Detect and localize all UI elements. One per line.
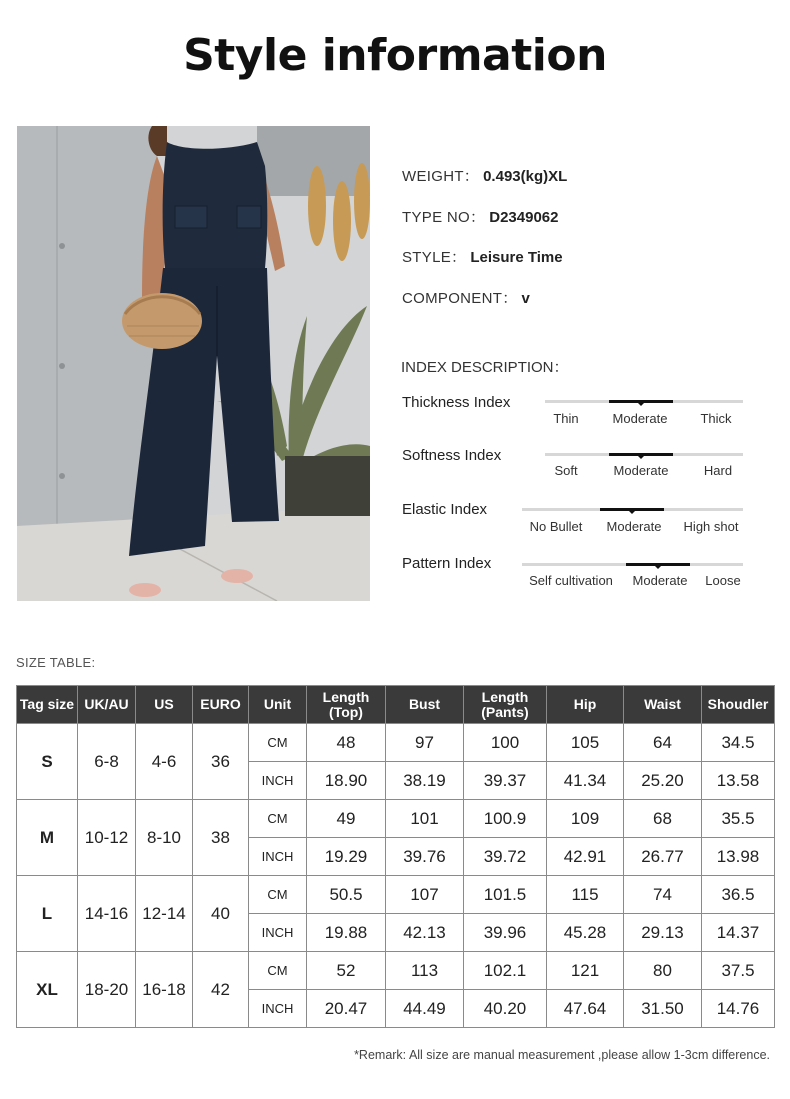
table-row [17, 800, 775, 838]
elastic-option-high-shot: High shot [683, 519, 739, 534]
col-header-uk-au: UK/AU [78, 686, 136, 724]
pattern-index-label: Pattern Index [402, 555, 492, 572]
euro-cell: 42 [193, 952, 249, 1028]
bust-cell: 113 [386, 952, 464, 990]
col-header-tag-size: Tag size [17, 686, 78, 724]
col-header-us: US [136, 686, 193, 724]
uk-au-cell: 14-16 [78, 876, 136, 952]
waist-cell: 31.50 [624, 990, 702, 1028]
euro-cell: 38 [193, 800, 249, 876]
pattern-option-self-cultivation: Self cultivation [529, 573, 613, 588]
hip-cell: 47.64 [547, 990, 624, 1028]
uk-au-cell: 10-12 [78, 800, 136, 876]
product-photo [17, 126, 370, 601]
size-tag-cell: XL [17, 952, 78, 1028]
weight-label: WEIGHT： [402, 168, 480, 185]
thickness-option-moderate: Moderate [612, 411, 668, 426]
shoulder-cell: 14.37 [702, 914, 775, 952]
col-header-euro: EURO [193, 686, 249, 724]
size-table-heading: SIZE TABLE: [16, 655, 96, 670]
len-pants-cell: 39.72 [464, 838, 547, 876]
bust-cell: 44.49 [386, 990, 464, 1028]
hip-cell: 45.28 [547, 914, 624, 952]
unit-cell: CM [249, 724, 307, 762]
hip-cell: 41.34 [547, 762, 624, 800]
len-pants-cell: 100.9 [464, 800, 547, 838]
waist-cell: 25.20 [624, 762, 702, 800]
unit-cell: INCH [249, 990, 307, 1028]
pattern-index-scale [522, 563, 743, 566]
softness-option-moderate: Moderate [613, 463, 669, 478]
style-label: STYLE： [402, 249, 467, 266]
type-row [402, 206, 558, 227]
elastic-index-label: Elastic Index [402, 501, 488, 518]
bust-cell: 39.76 [386, 838, 464, 876]
bust-cell: 42.13 [386, 914, 464, 952]
len-pants-cell: 100 [464, 724, 547, 762]
shoulder-cell: 13.58 [702, 762, 775, 800]
component-label: COMPONENT： [402, 290, 518, 307]
remark-note: *Remark: All size are manual measurement ,please allow 1-3cm difference. [354, 1048, 770, 1062]
col-header-waist: Waist [624, 686, 702, 724]
table-header-row [17, 686, 775, 724]
shoulder-cell: 13.98 [702, 838, 775, 876]
len-pants-cell: 101.5 [464, 876, 547, 914]
weight-value: 0.493(kg)XL [483, 168, 568, 185]
size-tag-cell: S [17, 724, 78, 800]
len-pants-cell: 39.96 [464, 914, 547, 952]
softness-index-label: Softness Index [402, 447, 502, 464]
col-header-bust: Bust [386, 686, 464, 724]
len-top-cell: 19.29 [307, 838, 386, 876]
bust-cell: 107 [386, 876, 464, 914]
us-cell: 4-6 [136, 724, 193, 800]
scale-pointer-icon [629, 511, 635, 514]
softness-option-hard: Hard [703, 463, 733, 478]
type-value: D2349062 [489, 209, 559, 226]
waist-cell: 64 [624, 724, 702, 762]
table-row [17, 952, 775, 990]
table-row [17, 724, 775, 762]
elastic-index-scale [522, 508, 743, 511]
thickness-option-thick: Thick [700, 411, 732, 426]
weight-row [402, 165, 567, 186]
index-description-heading: INDEX DESCRIPTION： [401, 359, 569, 376]
shoulder-cell: 14.76 [702, 990, 775, 1028]
len-pants-cell: 102.1 [464, 952, 547, 990]
thickness-index-label: Thickness Index [402, 394, 511, 411]
len-pants-cell: 39.37 [464, 762, 547, 800]
bust-cell: 97 [386, 724, 464, 762]
softness-index-scale [545, 453, 743, 456]
style-value: Leisure Time [470, 249, 563, 266]
hip-cell: 109 [547, 800, 624, 838]
col-header-shoulder: Shoudler [702, 686, 775, 724]
shoulder-cell: 35.5 [702, 800, 775, 838]
len-top-cell: 20.47 [307, 990, 386, 1028]
us-cell: 12-14 [136, 876, 193, 952]
col-header-unit: Unit [249, 686, 307, 724]
bust-cell: 101 [386, 800, 464, 838]
waist-cell: 80 [624, 952, 702, 990]
us-cell: 16-18 [136, 952, 193, 1028]
elastic-option-moderate: Moderate [606, 519, 662, 534]
hip-cell: 121 [547, 952, 624, 990]
hip-cell: 105 [547, 724, 624, 762]
unit-cell: INCH [249, 762, 307, 800]
component-row [402, 287, 530, 308]
len-top-cell: 50.5 [307, 876, 386, 914]
unit-cell: INCH [249, 914, 307, 952]
len-top-cell: 49 [307, 800, 386, 838]
us-cell: 8-10 [136, 800, 193, 876]
len-top-cell: 48 [307, 724, 386, 762]
style-row [402, 246, 563, 267]
shoulder-cell: 37.5 [702, 952, 775, 990]
hip-cell: 42.91 [547, 838, 624, 876]
len-pants-cell: 40.20 [464, 990, 547, 1028]
pattern-option-moderate: Moderate [632, 573, 688, 588]
len-top-cell: 18.90 [307, 762, 386, 800]
col-header-length-pants: Length (Pants) [464, 686, 547, 724]
elastic-option-no-bullet: No Bullet [529, 519, 583, 534]
unit-cell: INCH [249, 838, 307, 876]
shoulder-cell: 34.5 [702, 724, 775, 762]
shoulder-cell: 36.5 [702, 876, 775, 914]
softness-option-soft: Soft [554, 463, 578, 478]
waist-cell: 74 [624, 876, 702, 914]
size-tag-cell: L [17, 876, 78, 952]
page-title: Style information [183, 30, 607, 81]
euro-cell: 40 [193, 876, 249, 952]
uk-au-cell: 6-8 [78, 724, 136, 800]
bust-cell: 38.19 [386, 762, 464, 800]
unit-cell: CM [249, 876, 307, 914]
hip-cell: 115 [547, 876, 624, 914]
thickness-index-scale [545, 400, 743, 403]
uk-au-cell: 18-20 [78, 952, 136, 1028]
len-top-cell: 52 [307, 952, 386, 990]
scale-pointer-icon [638, 403, 644, 406]
table-body [17, 724, 775, 1028]
unit-cell: CM [249, 952, 307, 990]
waist-cell: 26.77 [624, 838, 702, 876]
type-label: TYPE NO： [402, 209, 486, 226]
component-value: v [521, 290, 530, 307]
col-header-length-top: Length (Top) [307, 686, 386, 724]
model-image [17, 126, 370, 601]
table-row [17, 876, 775, 914]
euro-cell: 36 [193, 724, 249, 800]
waist-cell: 29.13 [624, 914, 702, 952]
pattern-option-loose: Loose [705, 573, 741, 588]
scale-pointer-icon [638, 456, 644, 459]
waist-cell: 68 [624, 800, 702, 838]
size-table [16, 685, 775, 1028]
len-top-cell: 19.88 [307, 914, 386, 952]
scale-pointer-icon [655, 566, 661, 569]
col-header-hip: Hip [547, 686, 624, 724]
size-tag-cell: M [17, 800, 78, 876]
thickness-option-thin: Thin [553, 411, 579, 426]
unit-cell: CM [249, 800, 307, 838]
